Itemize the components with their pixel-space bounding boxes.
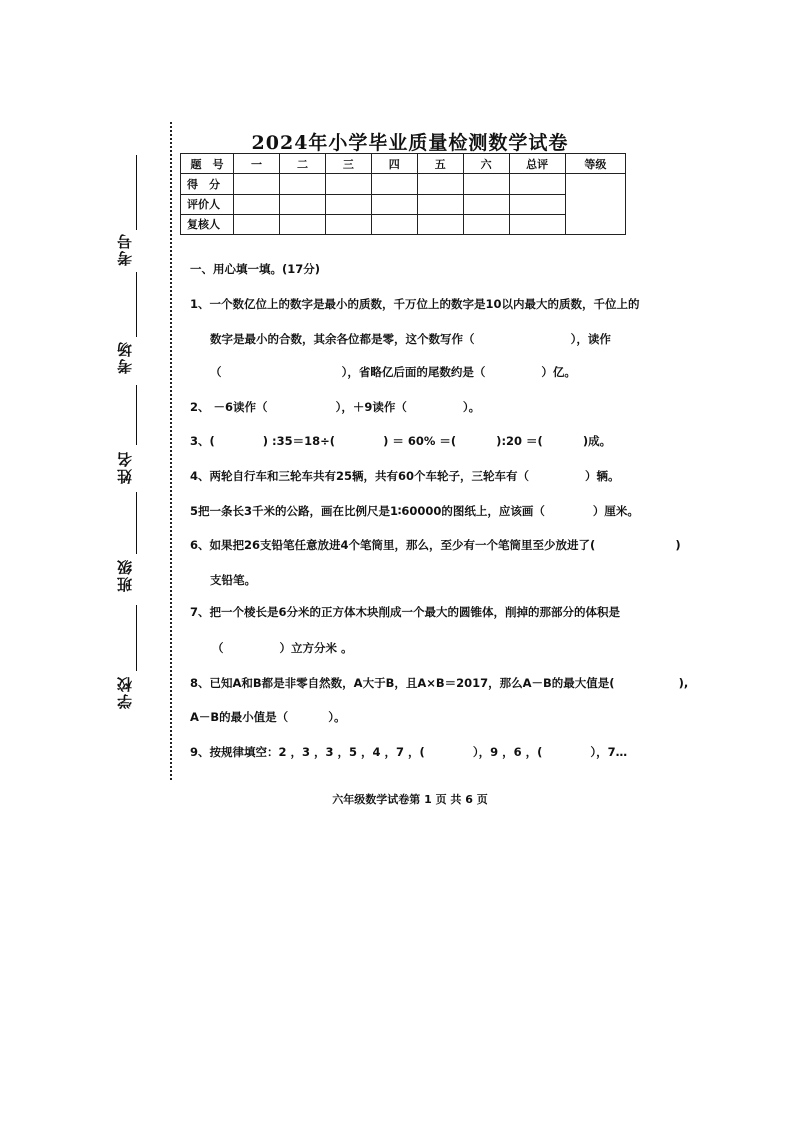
score-cell[interactable]	[417, 214, 463, 234]
question-7-line-1: 7、把一个棱长是6分米的正方体木块削成一个最大的圆锥体，削掉的那部分的体积是	[190, 605, 620, 619]
question-1-line-1: 1、一个数亿位上的数字是最小的质数，千万位上的数字是10以内最大的质数，千位上的	[190, 297, 640, 311]
side-label-exam-number: 考号	[116, 232, 134, 266]
row-label: 得 分	[181, 174, 234, 194]
question-1-line-2: 数字是最小的合数，其余各位都是零，这个数写作（ ），读作	[210, 332, 611, 346]
score-cell[interactable]	[279, 174, 325, 194]
header-cell: 五	[417, 154, 463, 174]
score-cell[interactable]	[509, 194, 565, 214]
score-cell[interactable]	[234, 174, 280, 194]
question-3: 3、( ) :35＝18÷( ) ＝ 60% ＝( ):20 ＝( )成。	[190, 434, 612, 448]
header-cell: 总评	[509, 154, 565, 174]
side-label-name: 姓名	[116, 450, 134, 484]
header-cell: 四	[371, 154, 417, 174]
question-8-line-2: A－B的最小值是（ ）。	[190, 710, 346, 724]
question-9: 9、按规律填空：2 ，3 ，3 ，5 ，4 ，7 ，( ），9 ，6 ，( ），7…	[190, 745, 628, 759]
side-line-school	[136, 605, 137, 671]
header-cell: 六	[463, 154, 509, 174]
score-cell[interactable]	[417, 194, 463, 214]
score-cell[interactable]	[279, 194, 325, 214]
question-7-line-2: （ ）立方分米 。	[212, 641, 353, 655]
reviewer-row	[181, 214, 626, 234]
score-cell[interactable]	[371, 214, 417, 234]
row-label: 复核人	[181, 214, 234, 234]
question-2: 2、 －6读作（ ），＋9读作（ ）。	[190, 400, 481, 414]
score-cell[interactable]	[279, 214, 325, 234]
binding-dotted-line	[170, 122, 172, 780]
score-cell[interactable]	[417, 174, 463, 194]
header-cell: 一	[234, 154, 280, 174]
header-cell: 二	[279, 154, 325, 174]
grade-cell[interactable]	[565, 174, 625, 235]
side-line-exam-room	[136, 272, 137, 337]
page-footer: 六年级数学试卷第 1 页 共 6 页	[332, 793, 488, 806]
header-cell: 等级	[565, 154, 625, 174]
score-cell[interactable]	[234, 214, 280, 234]
header-cell: 题 号	[181, 154, 234, 174]
side-line-name	[136, 385, 137, 445]
score-cell[interactable]	[371, 194, 417, 214]
question-1-line-3: （ ），省略亿后面的尾数约是（ ）亿。	[210, 365, 576, 379]
side-label-school: 学校	[116, 675, 134, 709]
evaluator-row	[181, 194, 626, 214]
side-label-class: 班级	[116, 558, 134, 592]
page-title: 2024年小学毕业质量检测数学试卷	[251, 132, 569, 154]
score-cell[interactable]	[325, 214, 371, 234]
side-line-exam-number	[136, 155, 137, 230]
question-8-line-1: 8、已知A和B都是非零自然数，A大于B，且A×B＝2017，那么A－B的最大值是( ),	[190, 676, 689, 690]
score-cell[interactable]	[463, 214, 509, 234]
question-6-line-2: 支铅笔。	[210, 573, 256, 587]
question-6-line-1: 6、如果把26支铅笔任意放进4个笔筒里，那么，至少有一个笔筒里至少放进了( )	[190, 538, 681, 552]
score-cell[interactable]	[234, 194, 280, 214]
question-5: 5把一条长3千米的公路，画在比例尺是1∶60000的图纸上，应该画（ ）厘米。	[190, 504, 639, 518]
score-cell[interactable]	[325, 194, 371, 214]
score-cell[interactable]	[463, 174, 509, 194]
score-table-header-row	[181, 154, 626, 174]
score-table	[180, 153, 626, 235]
question-4: 4、两轮自行车和三轮车共有25辆，共有60个车轮子，三轮车有（ ）辆。	[190, 469, 620, 483]
section-heading: 一、用心填一填。(17分)	[190, 262, 321, 276]
row-label: 评价人	[181, 194, 234, 214]
score-cell[interactable]	[325, 174, 371, 194]
score-cell[interactable]	[509, 214, 565, 234]
side-line-class	[136, 492, 137, 554]
side-label-exam-room: 考场	[116, 340, 134, 374]
score-row	[181, 174, 626, 194]
score-cell[interactable]	[463, 194, 509, 214]
score-cell[interactable]	[371, 174, 417, 194]
score-cell[interactable]	[509, 174, 565, 194]
header-cell: 三	[325, 154, 371, 174]
